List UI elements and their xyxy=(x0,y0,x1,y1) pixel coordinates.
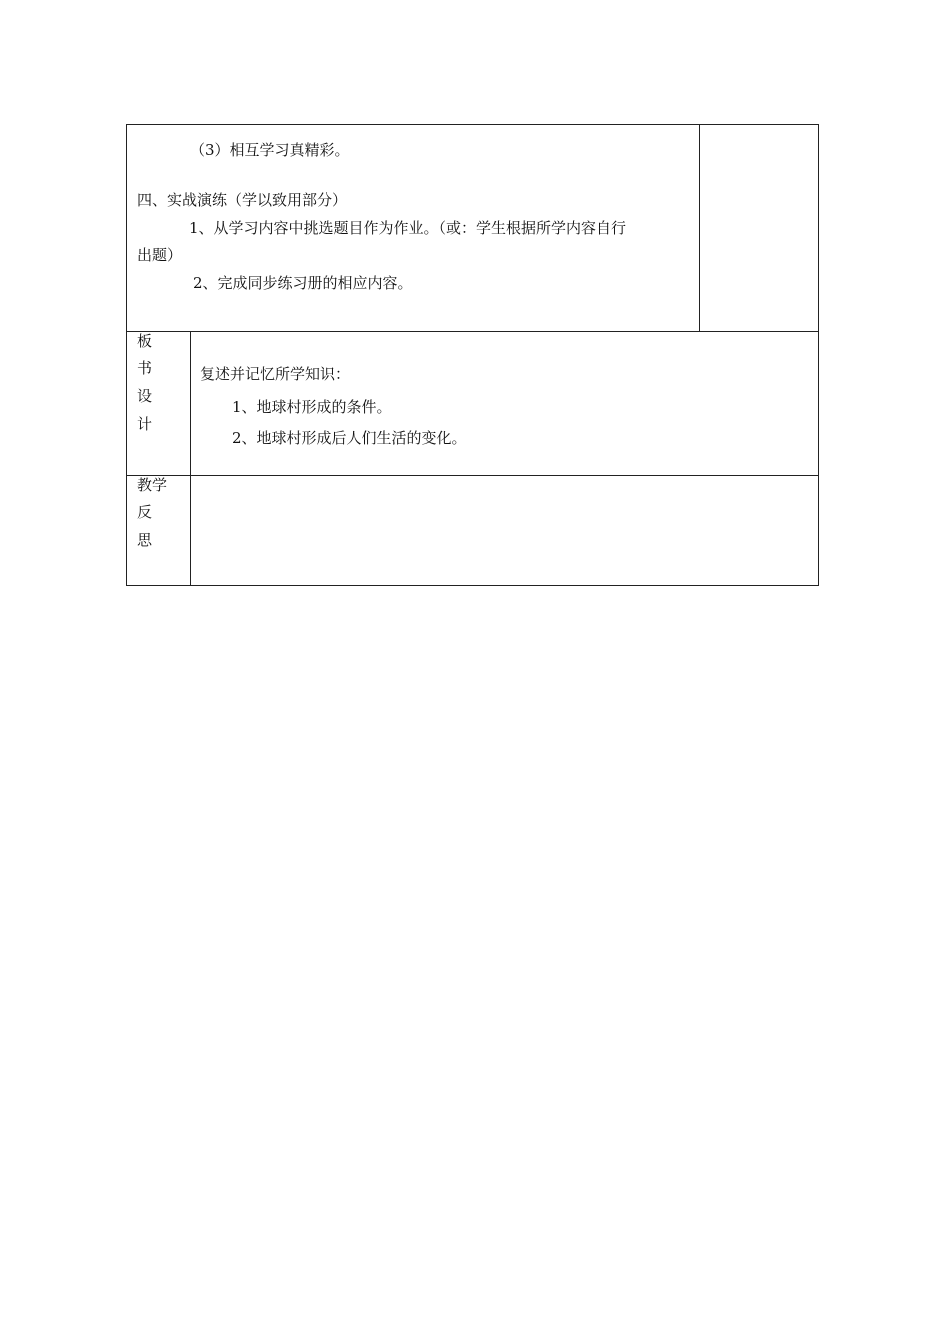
practice-item-1-line-b: 出题） xyxy=(137,246,183,264)
practice-item-2: 2、完成同步练习册的相应内容。 xyxy=(193,274,413,292)
board-row-bottom-border xyxy=(127,475,818,476)
label-column-divider xyxy=(190,331,191,585)
board-label-char-2: 书 xyxy=(137,359,153,377)
top-row-bottom-border xyxy=(127,331,818,332)
board-point-2: 2、地球村形成后人们生活的变化。 xyxy=(232,429,467,447)
lesson-plan-table xyxy=(126,124,819,586)
top-row-right-divider xyxy=(699,125,700,331)
practice-item-1-line-a: 1、从学习内容中挑选题目作为作业。（或：学生根据所学内容自行 xyxy=(189,219,627,237)
board-intro: 复述并记忆所学知识： xyxy=(200,365,351,383)
reflection-label-line-3: 思 xyxy=(137,531,153,549)
board-label-char-3: 设 xyxy=(137,387,153,405)
activity-line-3: （3）相互学习真精彩。 xyxy=(190,141,350,159)
board-point-1: 1、地球村形成的条件。 xyxy=(232,398,392,416)
reflection-label-line-1: 教学 xyxy=(137,476,168,494)
section-heading-practice: 四、实战演练（学以致用部分） xyxy=(137,191,348,209)
board-label-char-1: 板 xyxy=(137,332,153,350)
board-label-char-4: 计 xyxy=(137,415,153,433)
reflection-label-line-2: 反 xyxy=(137,503,153,521)
